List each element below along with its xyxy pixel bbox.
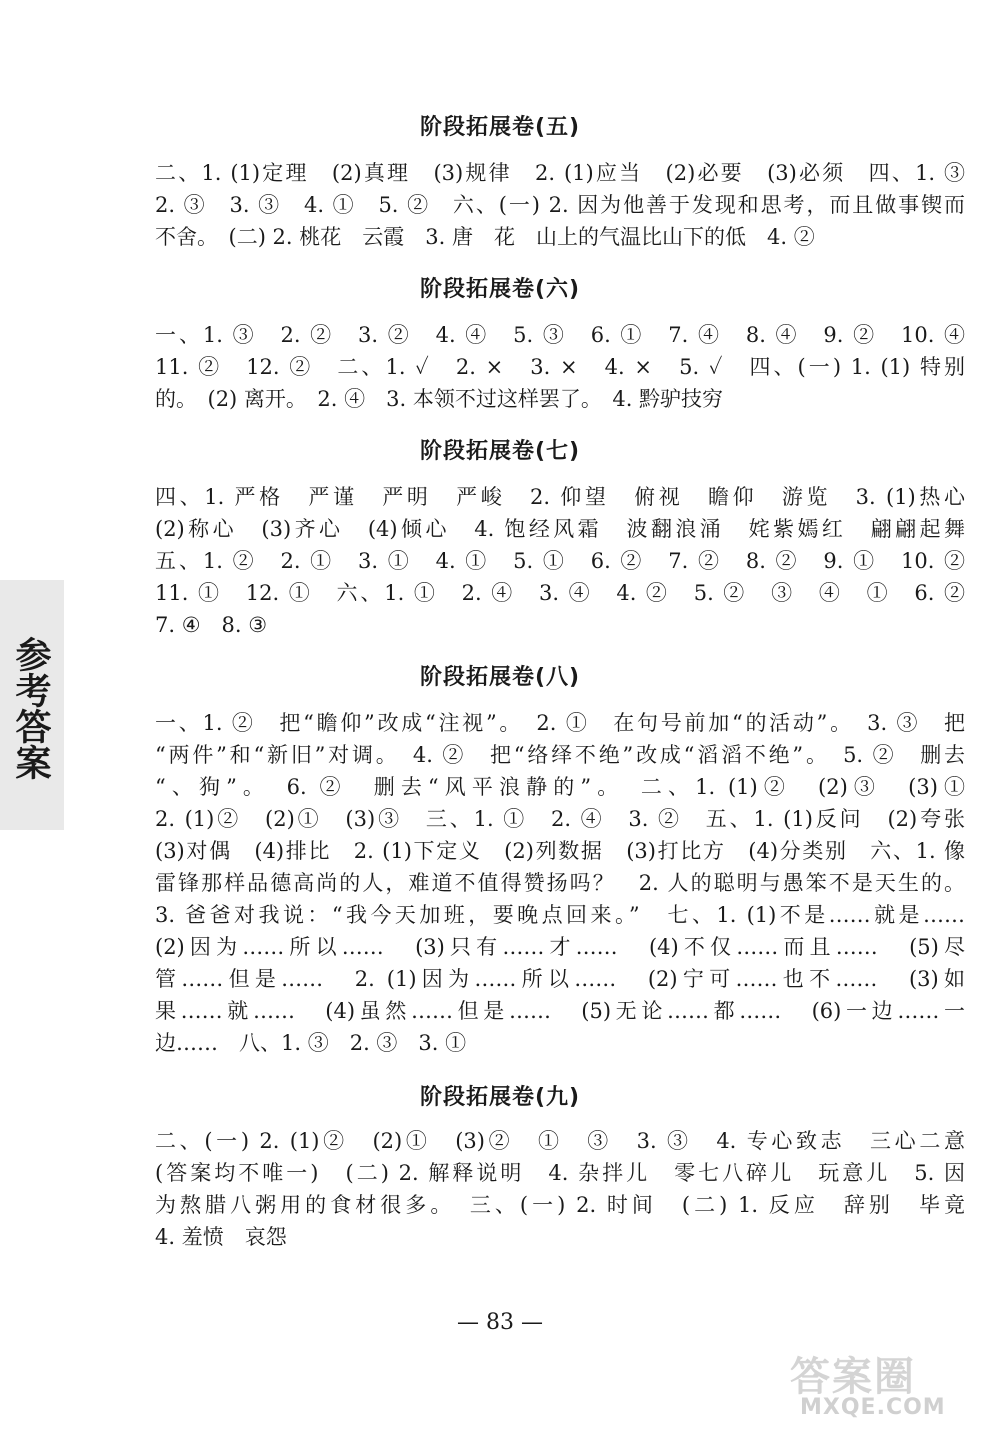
answer-line: (3)对偶 (4)排比 2. (1)下定义 (2)列数据 (3)打比方 (4)分类别 六、1. 像 (155, 839, 965, 863)
section-title-5: 阶段拓展卷(五) (419, 115, 581, 140)
answer-line: “两件”和“新旧”对调。 4. ② 把“络绎不绝”改成“滔滔不绝”。 5. ② 删去 (155, 743, 965, 767)
watermark-text-bottom: MXQE.COM (800, 1395, 946, 1420)
section-title-8: 阶段拓展卷(八) (419, 665, 581, 690)
answer-line: 一、1. ② 把“瞻仰”改成“注视”。 2. ① 在句号前加“的活动”。 3. ③ 把 (155, 711, 965, 735)
answer-line: 为熬腊八粥用的食材很多。 三、(一) 2. 时间 (二) 1. 反应 辞别 毕竟 (155, 1193, 965, 1217)
answer-line: 2. ③ 3. ③ 4. ① 5. ② 六、(一) 2. 因为他善于发现和思考，而且做事锲而 (155, 193, 965, 217)
answer-line: 一、1. ③ 2. ② 3. ② 4. ④ 5. ③ 6. ① 7. ④ 8. ④ 9. ② 10. ④ (155, 323, 965, 347)
page-number: — 83 — (457, 1310, 543, 1335)
answer-line: 不舍。 (二) 2. 桃花 云霞 3. 唐 花 山上的气温比山下的低 4. ② (155, 225, 815, 249)
answer-line: (答案均不唯一) (二) 2. 解释说明 4. 杂拌儿 零七八碎儿 玩意儿 5. 因 (155, 1161, 965, 1185)
section-title-7: 阶段拓展卷(七) (419, 439, 581, 464)
answer-line: 的。 (2) 离开。 2. ④ 3. 本领不过这样罢了。 4. 黔驴技穷 (155, 387, 724, 411)
answer-line: 3. 爸爸对我说：“我今天加班，要晚点回来。” 七、1. (1)不是……就是…… (155, 903, 965, 927)
answer-line: 2. (1)② (2)① (3)③ 三、1. ① 2. ④ 3. ② 五、1. (1)反问 (2)夸张 (155, 807, 965, 831)
section-title-6: 阶段拓展卷(六) (419, 277, 581, 302)
section-title-9: 阶段拓展卷(九) (419, 1085, 581, 1110)
answer-line: 边…… 八、1. ③ 2. ③ 3. ① (155, 1031, 467, 1055)
answer-line: 7. ④ 8. ③ (155, 613, 268, 637)
answer-line: 果……就…… (4)虽然……但是…… (5)无论……都…… (6)一边……一 (155, 999, 965, 1023)
side-label: 参考答案 (10, 636, 51, 780)
answer-line: 11. ② 12. ② 二、1. ✓ 2. × 3. × 4. × 5. ✓ 四、(一) 1. (1) 特别 (155, 355, 965, 379)
answer-line: (2)因为……所以…… (3)只有……才…… (4)不仅……而且…… (5)尽 (155, 935, 965, 959)
answer-line: “、狗”。 6. ② 删去“风平浪静的”。 二、1. (1)② (2)③ (3)① (155, 775, 965, 799)
answer-line: 四、1. 严格 严谨 严明 严峻 2. 仰望 俯视 瞻仰 游览 3. (1)热心 (155, 485, 965, 509)
watermark-text-top: 答案圈 (790, 1354, 916, 1400)
answer-line: 二、(一) 2. (1)② (2)① (3)② ① ③ 3. ③ 4. 专心致志 三心二意 (155, 1129, 965, 1153)
answer-line: 二、1. (1)定理 (2)真理 (3)规律 2. (1)应当 (2)必要 (3)必须 四、1. ③ (155, 161, 965, 185)
answer-line: (2)称心 (3)齐心 (4)倾心 4. 饱经风霜 波翻浪涌 姹紫嫣红 翩翩起舞 (155, 517, 965, 541)
answer-line: 11. ① 12. ① 六、1. ① 2. ④ 3. ④ 4. ② 5. ② ③ ④ ① 6. ② (155, 581, 965, 605)
answer-line: 五、1. ② 2. ① 3. ① 4. ① 5. ① 6. ② 7. ② 8. ② 9. ① 10. ② (155, 549, 965, 573)
answer-line: 管……但是…… 2. (1)因为……所以…… (2)宁可……也不…… (3)如 (155, 967, 965, 991)
answer-line: 雷锋那样品德高尚的人，难道不值得赞扬吗？ 2. 人的聪明与愚笨不是天生的。 (155, 871, 965, 895)
answer-line: 4. 羞愤 哀怨 (155, 1225, 287, 1249)
watermark-logo (760, 1345, 990, 1425)
